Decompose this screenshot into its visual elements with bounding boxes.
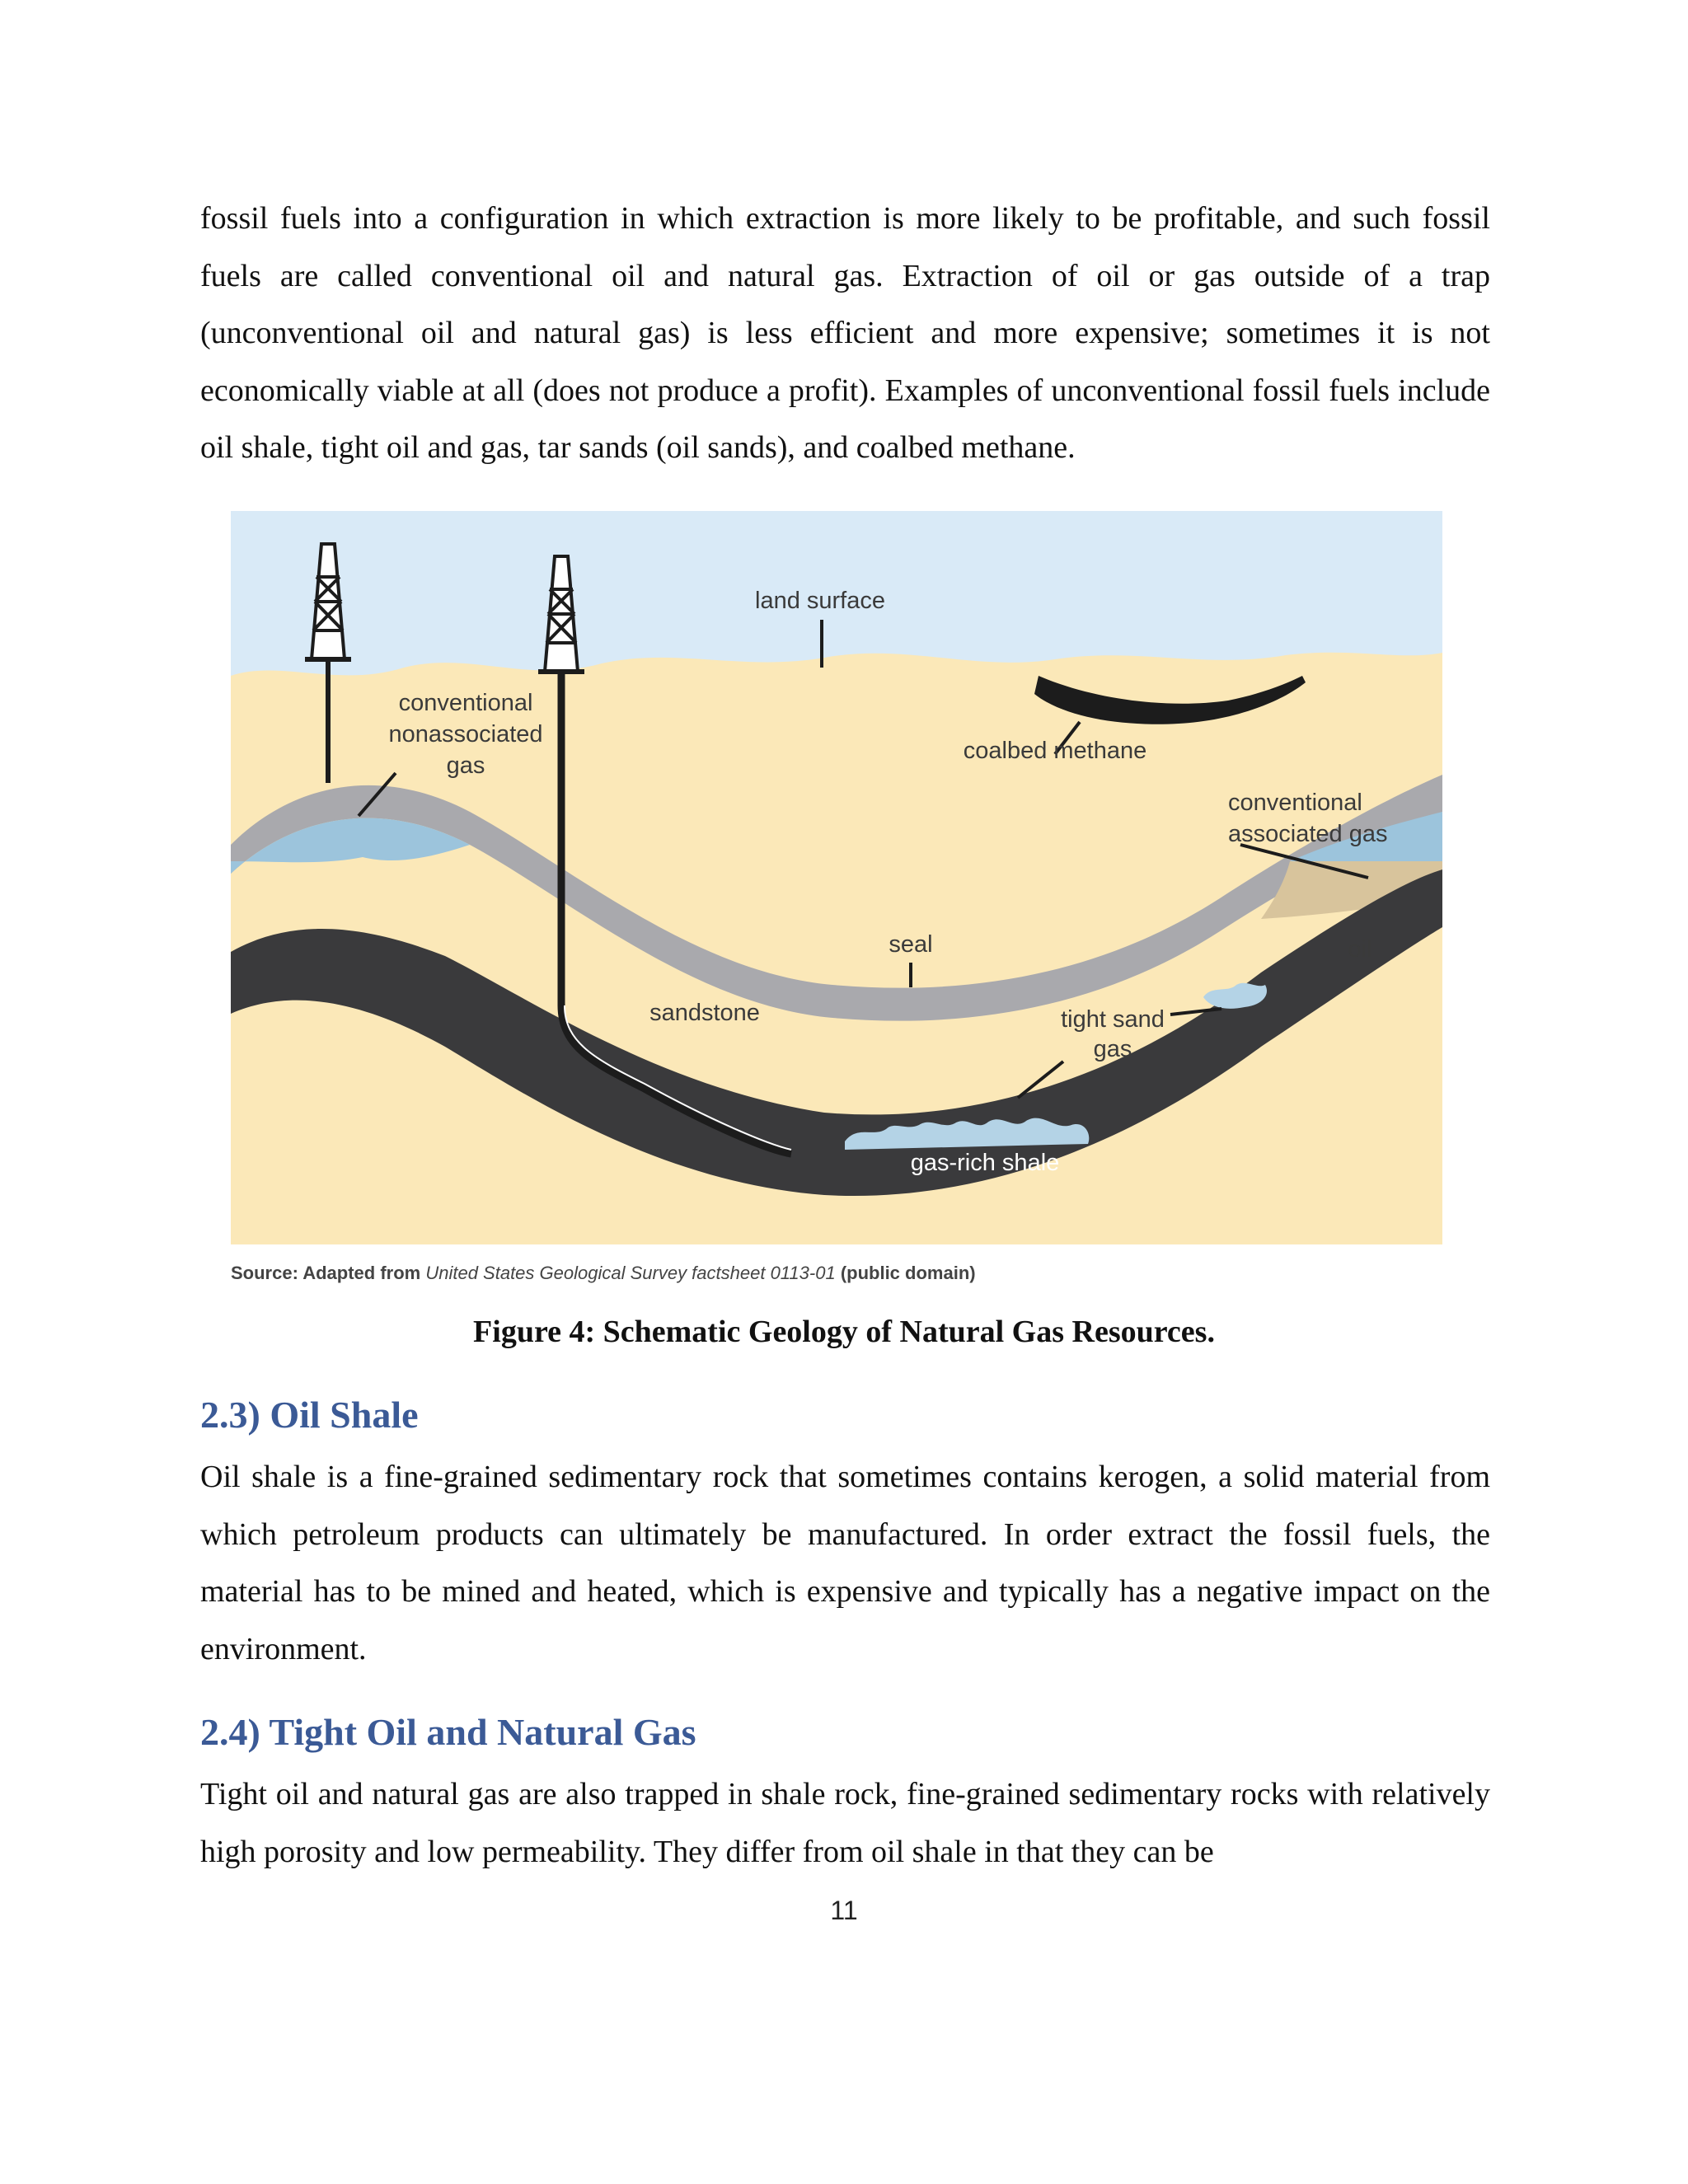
label-conventional-nonassociated-gas-line1: conventional (398, 690, 533, 716)
source-title: United States Geological Survey factsheet 0113-01 (425, 1263, 836, 1283)
label-sandstone: sandstone (649, 1000, 760, 1026)
page-number: 11 (830, 1896, 858, 1925)
oil-shale-paragraph: Oil shale is a fine-grained sedimentary rock that sometimes contains kerogen, a solid material from which petroleum products can ultimately be manufactured. In order extract the fossil fuels, the material has to be mined and heated, which is expensive and typically has a negative impact on the environment. (200, 1460, 1490, 1666)
geology-diagram (231, 511, 1442, 1244)
source-prefix: Source: Adapted from (231, 1263, 421, 1283)
label-conventional-nonassociated-gas-line2: nonassociated (388, 721, 543, 748)
geology-figure (231, 511, 1442, 1244)
tight-oil-paragraph: Tight oil and natural gas are also trapped in shale rock, fine-grained sedimentary rocks with relatively high porosity and low permeability. They differ from oil shale in that they can be (200, 1777, 1490, 1869)
label-seal: seal (889, 931, 933, 958)
figure-source (231, 1263, 976, 1284)
label-conventional-associated-gas-line2: associated gas (1228, 821, 1388, 847)
label-tight-sand-gas-line1: tight sand (1061, 1006, 1165, 1033)
intro-paragraph: fossil fuels into a configuration in which extraction is more likely to be profitable, and such fossil fuels are called conventional oil and natural gas. Extraction of oil or gas outside of a trap (unconventional oil and natural gas) is less efficient and more expensive; sometimes it is not economically viable at all (does not produce a profit). Examples of unconventional fossil fuels include oil shale, tight oil and gas, tar sands (oil sands), and coalbed methane. (200, 201, 1490, 465)
label-tight-sand-gas-line2: gas (1093, 1036, 1132, 1062)
label-conventional-nonassociated-gas-line3: gas (446, 752, 485, 779)
label-land-surface: land surface (755, 588, 885, 614)
label-conventional-associated-gas-line1: conventional (1228, 790, 1362, 816)
source-suffix: (public domain) (840, 1263, 976, 1283)
section-heading-tight-oil: 2.4) Tight Oil and Natural Gas (200, 1711, 696, 1753)
label-oil: oil (1348, 936, 1372, 963)
label-gas-rich-shale: gas-rich shale (910, 1150, 1060, 1176)
figure-caption: Figure 4: Schematic Geology of Natural Gas Resources. (473, 1315, 1215, 1349)
label-coalbed-methane: coalbed methane (963, 738, 1147, 764)
section-heading-oil-shale: 2.3) Oil Shale (200, 1394, 419, 1436)
